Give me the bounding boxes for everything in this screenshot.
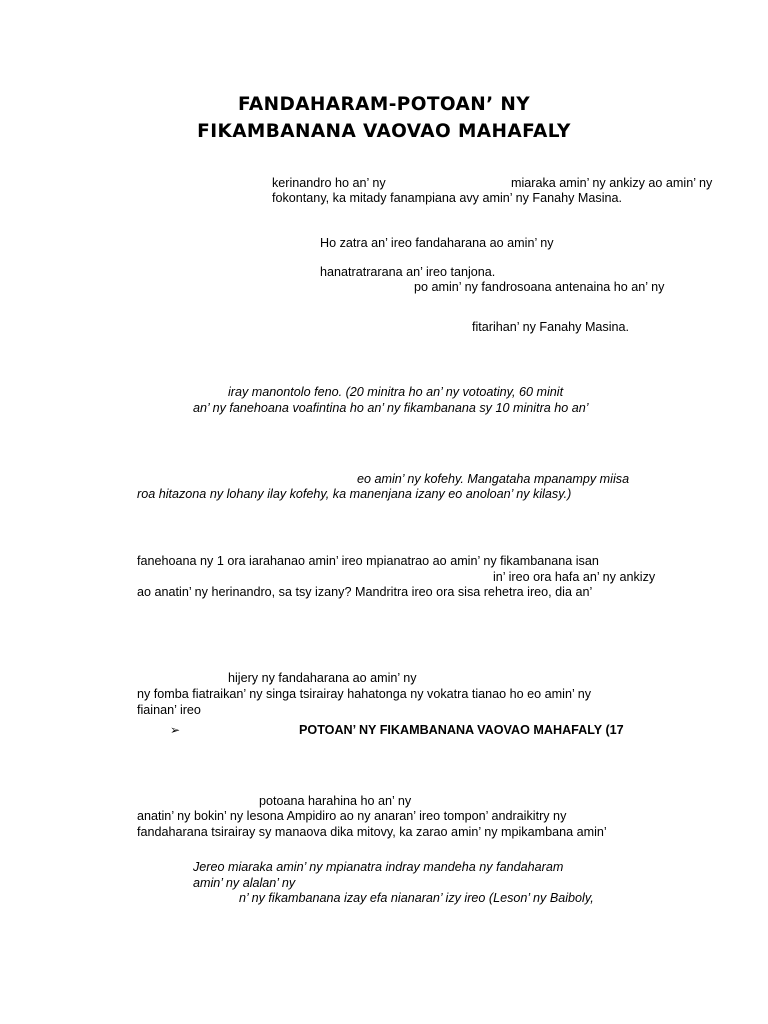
paragraph-7-line-2: anatin’ ny bokin’ ny lesona Ampidiro ao ny anaran’ ireo tompon’ andraikitry ny <box>137 809 567 823</box>
paragraph-3-line-2: an’ ny fanehoana voafintina ho an’ ny fikambanana sy 10 minitra ho an’ <box>193 401 589 415</box>
paragraph-2-line-3: po amin’ ny fandrosoana antenaina ho an’ ny <box>414 280 665 294</box>
paragraph-5-line-3: ao anatin’ ny herinandro, sa tsy izany? Mandritra ireo ora sisa rehetra ireo, dia an’ <box>137 585 593 599</box>
paragraph-6-line-2: ny fomba fiatraikan’ ny singa tsirairay hahatonga ny vokatra tianao ho eo amin’ ny <box>137 687 592 701</box>
bullet-arrow-icon: ➢ <box>170 723 181 737</box>
section-heading-potoana: POTOAN’ NY FIKAMBANANA VAOVAO MAHAFALY (17 <box>299 723 624 737</box>
paragraph-5-line-1: fanehoana ny 1 ora iarahanao amin’ ireo mpianatrao ao amin’ ny fikambanana isan <box>137 554 599 568</box>
paragraph-4-line-1: eo amin’ ny kofehy. Mangataha mpanampy miisa <box>357 472 630 486</box>
document-title-line-1: FANDAHARAM-POTOAN’ NY <box>237 94 531 115</box>
paragraph-2-line-2: hanatratrarana an’ ireo tanjona. <box>320 265 496 279</box>
paragraph-4-line-2: roa hitazona ny lohany ilay kofehy, ka manenjana izany eo anoloan’ ny kilasy.) <box>137 487 572 501</box>
paragraph-7-line-1: potoana harahina ho an’ ny <box>259 794 412 808</box>
paragraph-1-line-2: fokontany, ka mitady fanampiana avy amin’ ny Fanahy Masina. <box>272 191 623 205</box>
paragraph-6-line-1: hijery ny fandaharana ao amin’ ny <box>228 671 417 685</box>
document-title-line-2: FIKAMBANANA VAOVAO MAHAFALY <box>197 121 571 142</box>
paragraph-8-line-2: amin’ ny alalan’ ny <box>193 876 296 890</box>
paragraph-6-line-3: fiainan’ ireo <box>137 703 201 717</box>
paragraph-2-line-4: fitarihan’ ny Fanahy Masina. <box>472 320 630 334</box>
paragraph-3-line-1: iray manontolo feno. (20 minitra ho an’ ny votoatiny, 60 minit <box>228 385 564 399</box>
paragraph-1-line-1a: kerinandro ho an’ ny <box>272 176 386 190</box>
paragraph-8-line-3: n’ ny fikambanana izay efa nianaran’ izy ireo (Leson’ ny Baiboly, <box>239 891 594 905</box>
paragraph-1-line-1b: miaraka amin’ ny ankizy ao amin’ ny <box>511 176 713 190</box>
paragraph-8-line-1: Jereo miaraka amin’ ny mpianatra indray mandeha ny fandaharam <box>193 860 564 874</box>
paragraph-2-line-1: Ho zatra an’ ireo fandaharana ao amin’ ny <box>320 236 554 250</box>
paragraph-5-line-2: in’ ireo ora hafa an’ ny ankizy <box>493 570 656 584</box>
paragraph-7-line-3: fandaharana tsirairay sy manaova dika mitovy, ka zarao amin’ ny mpikambana amin’ <box>137 825 607 839</box>
